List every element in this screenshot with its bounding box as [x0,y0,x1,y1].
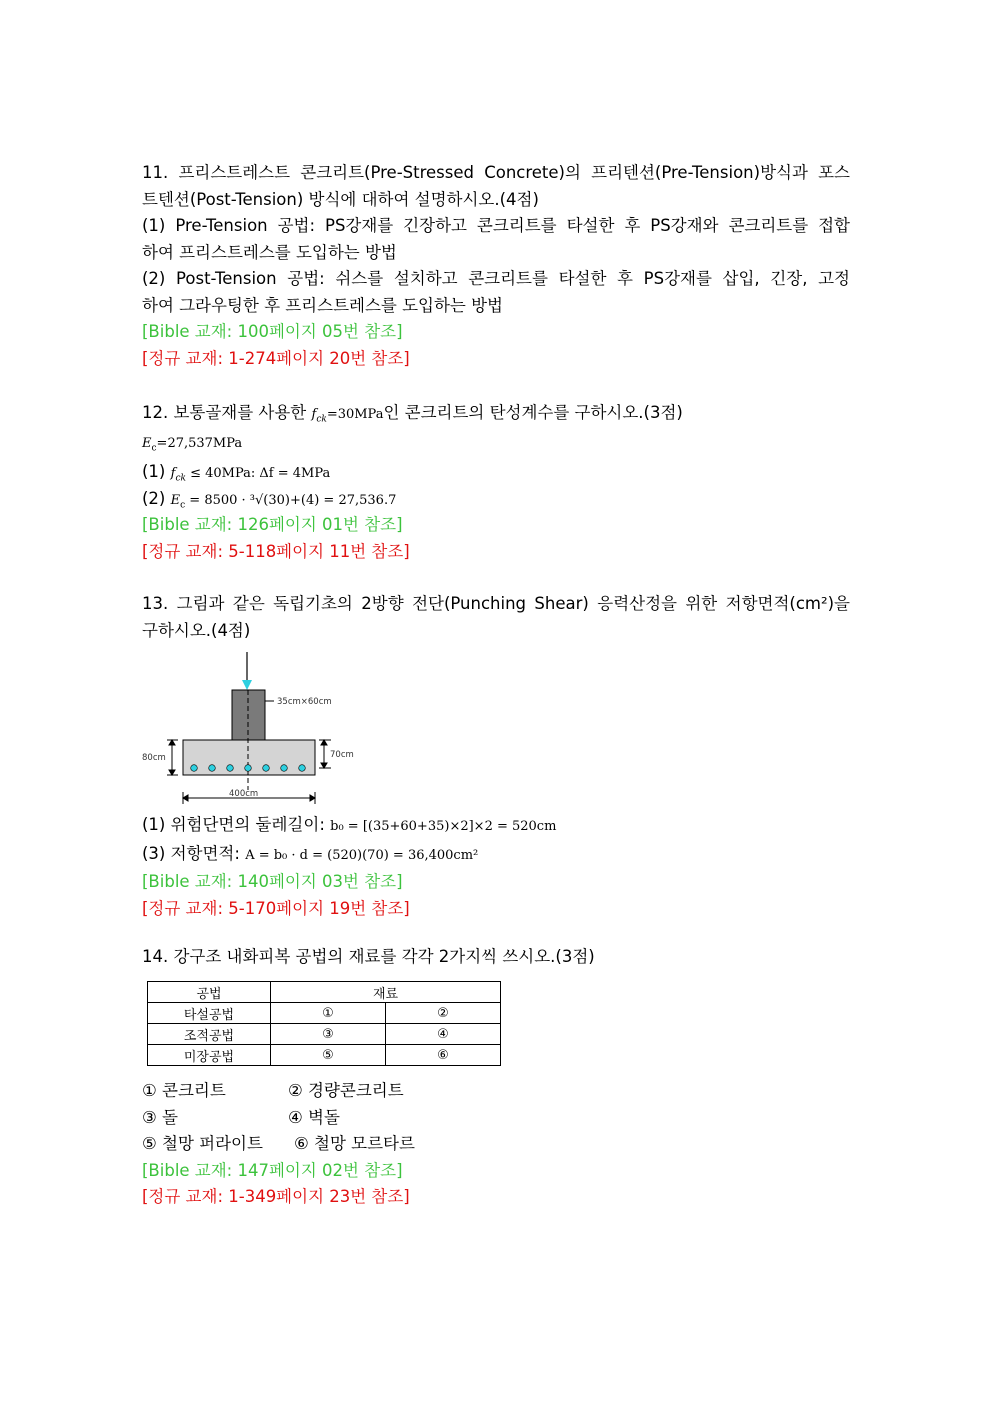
table-header-cell: 재료 [271,982,501,1003]
q14-answer-row [142,1078,850,1105]
q14-answer-row [142,1131,850,1158]
q14-answer: ① 콘크리트 [142,1081,226,1100]
right-dimension [319,740,331,768]
q12-title-post: 인 콘크리트의 탄성계수를 구하시오.(3점) [383,403,683,422]
footing [183,740,315,775]
question-13 [142,591,850,644]
fig-col-label: 35cm×60cm [277,697,332,707]
left-dimension [167,740,178,775]
q13-answer3-math: A = b₀ · d = (520)(70) = 36,400cm² [245,847,479,863]
q11-title-line2: 트텐션(Post-Tension) 방식에 대하여 설명하시오.(4점) [142,189,539,209]
q13-answer3-text: (3) 저항면적: [142,843,246,863]
table-cell: ⑥ [386,1045,501,1066]
table-cell: 조적공법 [148,1024,271,1045]
q11-ref-jeonggyu: [정규 교재: 1-274페이지 20번 참조] [142,348,410,368]
fig-left-label: 80cm [142,753,166,763]
q12-step2-num: (2) [142,489,171,509]
q11-answer1-line1: (1) Pre-Tension 공법: PS강재를 긴장하고 콘크리트를 타설한 후 PS강재와 콘크리트를 접합 [142,216,850,235]
table-cell: ① [271,1003,386,1024]
q13-answer1-text: (1) 위험단면의 둘레길이: [142,815,331,834]
question-11 [142,160,850,372]
q14-ref-bible: [Bible 교재: 147페이지 02번 참조] [142,1160,403,1180]
table-row [148,1045,501,1066]
q14-ref-jeonggyu: [정규 교재: 1-349페이지 23번 참조] [142,1187,410,1206]
table-row [148,1024,501,1045]
q12-step1 [142,459,850,485]
q11-answer2-line2: 하여 그라우팅한 후 프리스트레스를 도입하는 방법 [142,295,503,315]
q12-step1-f: f [170,466,176,482]
q12-step2-val: = 8500 · ³√(30)+(4) = 27,536.7 [185,493,397,509]
q12-title-f: f [311,407,317,422]
q13-ref-jeonggyu: [정규 교재: 5-170페이지 19번 참조] [142,898,410,918]
q11-title-line1: 11. 프리스트레스트 콘크리트(Pre-Stressed Concrete)의 프리텐션(Pre-Tension)방식과 포스 [142,163,850,182]
q12-title-val: =30MPa [326,407,384,422]
q11-answer2-line1: (2) Post-Tension 공법: 쉬스를 설치하고 콘크리트를 타설한 후 PS강재를 삽입, 긴장, 고정 [142,269,850,288]
q12-step1-fsub: ck [175,473,186,484]
table-header-row [148,982,501,1003]
q13-title-line1: 13. 그림과 같은 독립기초의 2방향 전단(Punching Shear) 응력산정을 위한 저항면적(cm²)을 [142,594,850,613]
question-14 [142,944,850,971]
load-arrow-head [242,680,252,690]
fig-bottom-label: 400cm [229,789,259,799]
q14-answer-row [142,1105,850,1132]
table-row [148,1003,501,1024]
question-14-answers [142,1078,850,1211]
q12-ec-val: =27,537MPa [156,436,243,452]
column [232,690,265,740]
q14-answer: ④ 벽돌 [288,1107,340,1127]
fig-right-label: 70cm [330,750,354,760]
table-cell: ③ [271,1024,386,1045]
q13-answer3 [142,841,850,870]
question-13-answers [142,812,850,922]
q14-answer: ③ 돌 [142,1107,178,1127]
table-cell: ⑤ [271,1045,386,1066]
q14-table-wrap [142,980,512,1072]
q12-step2-sub: c [180,500,186,511]
q11-answer1-line2: 하여 프리스트레스를 도입하는 방법 [142,242,397,262]
bottom-dimension [183,792,315,804]
question-12 [142,400,850,565]
q13-ref-bible: [Bible 교재: 140페이지 03번 참조] [142,872,403,891]
q14-answer: ⑥ 철망 모르타르 [294,1134,415,1153]
q12-ref-jeonggyu: [정규 교재: 5-118페이지 11번 참조] [142,541,410,561]
q12-ec [142,433,850,459]
q13-answer1 [142,812,850,841]
table-cell: 미장공법 [148,1045,271,1066]
table-cell: ④ [386,1024,501,1045]
q13-title-line2: 구하시오.(4점) [142,620,251,640]
q12-title-fsub: ck [316,414,327,425]
q13-answer1-math: b₀ = [(35+60+35)×2]×2 = 520cm [330,819,557,834]
q12-step2-E: E [170,493,181,509]
q11-ref-bible: [Bible 교재: 100페이지 05번 참조] [142,322,403,341]
table-header-cell: 공법 [148,982,271,1003]
table-cell: ② [386,1003,501,1024]
q14-answer: ② 경량콘크리트 [288,1081,404,1100]
q12-ec-E: E [142,436,152,452]
q12-step2 [142,485,850,512]
q14-answer: ⑤ 철망 퍼라이트 [142,1134,263,1153]
q12-title [142,400,850,433]
q14-table [147,981,501,1066]
q12-step1-val: ≤ 40MPa: Δf = 4MPa [185,466,331,482]
q12-title-pre: 12. 보통골재를 사용한 [142,403,312,422]
q12-ref-bible: [Bible 교재: 126페이지 01번 참조] [142,515,403,535]
table-cell: 타설공법 [148,1003,271,1024]
q14-title: 14. 강구조 내화피복 공법의 재료를 각각 2가지씩 쓰시오.(3점) [142,947,595,966]
rebar-row [191,765,306,772]
q12-step1-num: (1) [142,462,171,482]
q12-ec-sub: c [151,443,157,454]
